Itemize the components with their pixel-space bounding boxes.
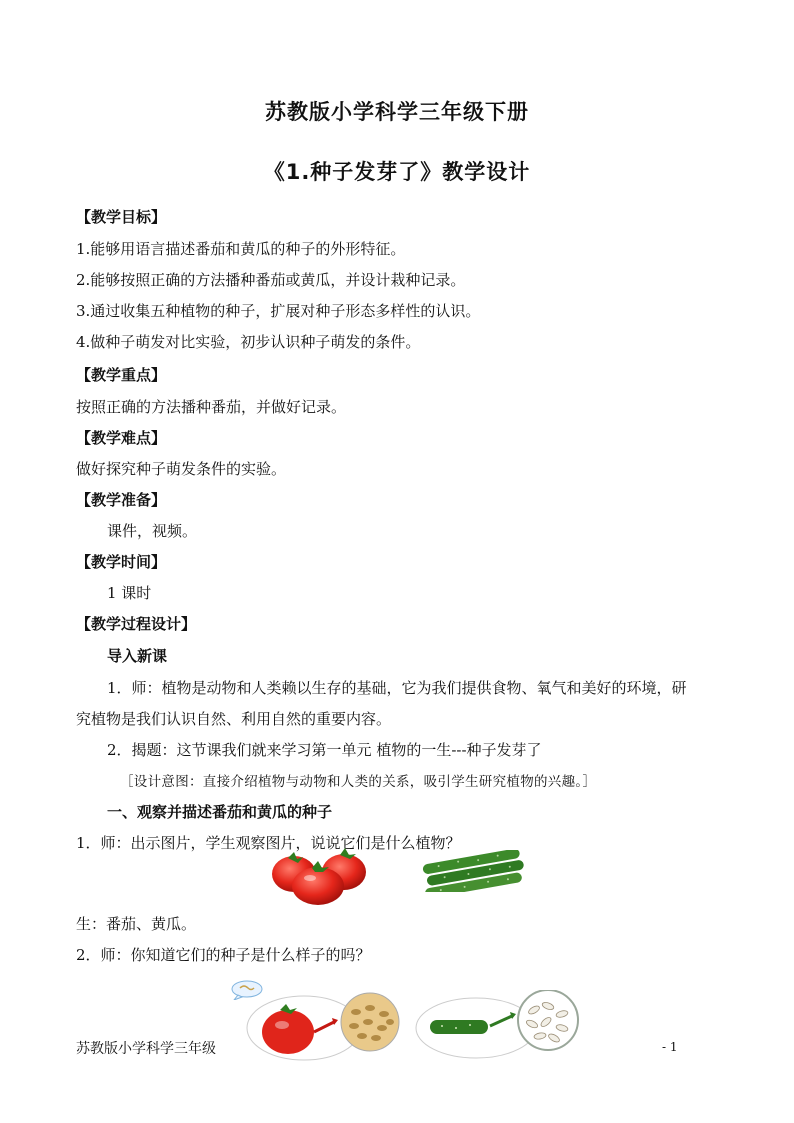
part1-heading: 一、观察并描述番茄和黄瓜的种子 (107, 803, 333, 821)
cucumbers-image (420, 850, 528, 892)
document-title: 苏教版小学科学三年级下册 (265, 100, 529, 124)
tomato-seeds-image (246, 992, 414, 1062)
intro-paragraph-1-cont: 究植物是我们认识自然、利用自然的重要内容。 (76, 710, 392, 728)
time-text: 1 课时 (107, 584, 152, 602)
difficulty-heading: 【教学难点】 (76, 429, 167, 447)
intro-heading: 导入新课 (107, 647, 168, 665)
process-heading: 【教学过程设计】 (76, 615, 197, 633)
objective-item: 3.通过收集五种植物的种子，扩展对种子形态多样性的认识。 (76, 302, 481, 320)
objective-item: 2.能够按照正确的方法播种番茄或黄瓜，并设计栽种记录。 (76, 271, 466, 289)
preparation-text: 课件，视频。 (107, 522, 198, 540)
intro-paragraph-2: 2．揭题：这节课我们就来学习第一单元 植物的一生---种子发芽了 (107, 741, 542, 759)
part1-question-2: 2．师：你知道它们的种子是什么样子的吗？ (76, 946, 371, 964)
intro-paragraph-1: 1．师：植物是动物和人类赖以生存的基础，它为我们提供食物、氧气和美好的环境，研 (107, 679, 687, 697)
key-points-text: 按照正确的方法播种番茄，并做好记录。 (76, 398, 347, 416)
page-footer: 苏教版小学科学三年级 (76, 1041, 216, 1057)
preparation-heading: 【教学准备】 (76, 491, 167, 509)
objective-item: 4.做种子萌发对比实验，初步认识种子萌发的条件。 (76, 333, 421, 351)
difficulty-text: 做好探究种子萌发条件的实验。 (76, 460, 287, 478)
objectives-heading: 【教学目标】 (76, 208, 167, 226)
lesson-title: 《1.种子发芽了》教学设计 (263, 160, 531, 184)
key-points-heading: 【教学重点】 (76, 366, 167, 384)
objective-item: 1.能够用语言描述番茄和黄瓜的种子的外形特征。 (76, 240, 406, 258)
page-number: - 1 (662, 1040, 678, 1054)
part1-answer-1: 生：番茄、黄瓜。 (76, 915, 197, 933)
time-heading: 【教学时间】 (76, 553, 167, 571)
part1-question-1: 1．师：出示图片，学生观察图片，说说它们是什么植物？ (76, 834, 461, 852)
design-note: ［设计意图：直接介绍植物与动物和人类的关系，吸引学生研究植物的兴趣。］ (120, 774, 597, 790)
tomatoes-image (268, 846, 372, 906)
cucumber-seeds-image (414, 990, 584, 1060)
